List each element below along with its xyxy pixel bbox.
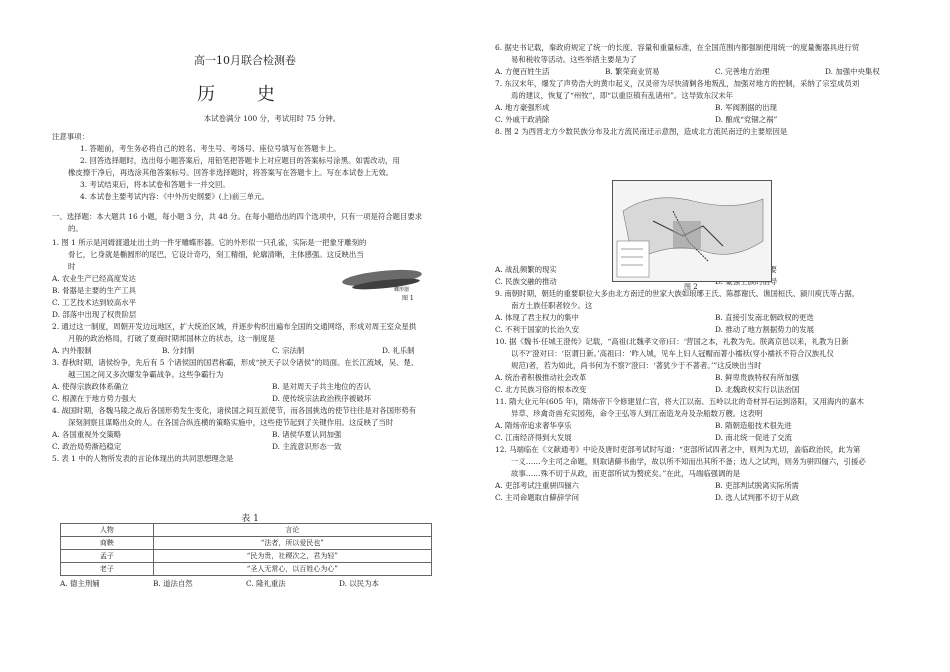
question-text: 12. 马端临在《文献通考》中论及唐时吏部考试时写道：“吏部所试四者之中，则判为尤切，盖临政治民，此为第 — [495, 445, 861, 454]
question-text: 异草、珍禽奇兽充实园苑，命令王弘等人到江南造龙舟及杂船数万艘。这表明 — [511, 409, 763, 418]
figure-1-caption: 图 1 — [402, 295, 414, 302]
question-text: 10. 据《魏书·任城王澄传》记载，“高祖(北魏孝文帝)曰：‘营国之本，礼教为先。朕离京邑以来，礼教为日新 — [495, 337, 849, 346]
option[interactable]: C. 北方民族习俗的根本改变 — [495, 385, 587, 394]
option[interactable]: A. 吏部考试注重骈四俪六 — [495, 481, 579, 490]
option[interactable]: C. 主司命题取自僻辞学问 — [495, 493, 579, 502]
option[interactable]: D. 南北统一促进了交流 — [715, 433, 792, 442]
notice-item: 1. 答题前，考生务必将自己的姓名、考生号、考场号、座位号填写在答题卡上。 — [80, 144, 341, 153]
option[interactable]: B. 吏部判试脱离实际所需 — [715, 481, 800, 490]
options-row — [495, 102, 935, 114]
options-row — [52, 393, 492, 405]
notice-item: 3. 考试结束后，将本试卷和答题卡一并交回。 — [80, 180, 230, 189]
question-text: 4. 战国时期，各魏马陵之战后各国形势发生变化，诸侯国之间互派使节，而各国挑选的使节往往是对各国形势有 — [52, 406, 417, 415]
section-intro-cont: 的。 — [68, 224, 83, 233]
table-row — [61, 563, 432, 576]
section-intro: 一、选择题：本大题共 16 小题，每小题 3 分，共 48 分。在每小题给出的四个选项中，只有一项是符合题目要求 — [52, 212, 423, 221]
option[interactable]: D. 酿成“党锢之祸” — [715, 115, 778, 124]
notice-item: 4. 本试卷主要考试内容：《中外历史纲要》(上)前三单元。 — [80, 192, 269, 201]
option[interactable]: C. 隆礼重法 — [246, 579, 286, 588]
option[interactable]: C. 政治局势渐趋稳定 — [52, 442, 122, 451]
exam-title: 高一10月联合检测卷 — [194, 54, 296, 67]
question-text: 2. 通过这一制度，周朝开发边远地区，扩大统治区域，并逐步构织出遍布全国的交通网络，形成对周王室众星拱 — [52, 322, 417, 331]
option[interactable]: C. 民族交融的推动 — [495, 277, 557, 286]
option[interactable]: C. 完善地方治理 — [715, 67, 770, 76]
option[interactable]: B. 隋朝造船技术很先进 — [715, 421, 792, 430]
table-cell: “法者，所以爱民也” — [153, 537, 431, 550]
option[interactable]: B. 鲜卑贵族特权有所加强 — [715, 373, 800, 382]
subject-title: 历 史 — [197, 84, 293, 105]
left-column — [52, 0, 492, 465]
option[interactable]: D. 选人试判都不切于从政 — [715, 493, 800, 502]
question-text: 11. 隋大业元年(605 年)，隋炀帝下令修建显仁宫，将大江以南、五岭以北的奇材异石运到洛阳，又用海内的嘉木 — [495, 397, 864, 406]
option[interactable]: A. 隋炀帝追求奢华享乐 — [495, 421, 572, 430]
table-header-quote: 言论 — [153, 524, 431, 537]
option[interactable]: B. 是对周天子共主地位的否认 — [272, 382, 371, 391]
options-row — [52, 381, 492, 393]
notice-item: 橡皮擦干净后，再选涂其他答案标号。回答非选择题时，将答案写在答题卡上。写在本试卷上无效。 — [68, 168, 394, 177]
figure-2-migration-map — [612, 180, 772, 282]
table-1 — [60, 523, 432, 576]
option[interactable]: D. 豪强士族的倡导 — [715, 277, 778, 286]
options-row — [495, 420, 935, 432]
table-header-person: 人物 — [61, 524, 154, 537]
option[interactable]: B. 诸侯华夏认同加强 — [272, 430, 342, 439]
question-text: 1. 图 1 所示是河姆渡遗址出土的一件牙雕蝶形器。它的外形似一只孔雀，实际是一把象牙雕刻的 — [52, 238, 367, 247]
question-text: 骨匕，匕身就是椭圆形的尾巴，它设计奇巧，刻工精细，轮廓清晰，主体感强。这反映出当 — [68, 250, 364, 259]
option[interactable]: A. 使得宗族政体系确立 — [52, 382, 129, 391]
options-row — [52, 441, 492, 453]
option[interactable]: D. 使传统宗法政治秩序被破坏 — [272, 394, 372, 403]
option[interactable]: D. 部落中出现了权贵阶层 — [52, 310, 137, 319]
option[interactable]: A. 地方豪强形成 — [495, 103, 550, 112]
question-text: 8. 图 2 为西晋北方少数民族分布及北方流民南迁示意图，造成北方流民南迁的主要原因是 — [495, 127, 788, 136]
option[interactable]: A. 体现了君主权力的集中 — [495, 313, 579, 322]
figure-1-inner-label: 蝶形器 — [394, 287, 410, 293]
question-text: 南方土族任职者较少。这 — [511, 301, 593, 310]
options-row — [495, 372, 935, 384]
options-row — [495, 312, 935, 324]
option[interactable]: D. 推动了地方割据势力的发展 — [715, 325, 815, 334]
notice-item: 2. 回答选择题时，选出每小题答案后，用铅笔把答题卡上对应题目的答案标号涂黑。如需改动，用 — [80, 156, 400, 165]
option[interactable]: B. 江南开发的需要 — [715, 265, 777, 274]
option[interactable]: B. 骨器是主要的生产工具 — [52, 286, 137, 295]
option[interactable]: A. 各国重视外交策略 — [52, 430, 122, 439]
question-text: 一义……今主司之命题，则取诸僻书曲学，故以所不知而出其所不备；选人之试判，则务为骈四俪六，引援必 — [511, 457, 866, 466]
table-cell: “圣人无常心，以百姓心为心” — [153, 563, 431, 576]
question-text: 越三国之间又多次爆发争霸战争。这些争霸行为 — [68, 370, 224, 379]
option[interactable]: D. 礼乐制 — [382, 346, 415, 355]
table-cell: 孟子 — [61, 550, 154, 563]
question-text: 故事……殊不切于从政，而吏部所试为赘疣矣。”在此，马端临强调的是 — [511, 469, 741, 478]
options-row — [495, 114, 935, 126]
question-text: 5. 表 1 中的人物所发表的言论体现出的共同思想理念是 — [52, 454, 234, 463]
question-text: 月般的政治格局，打破了夏商时期邦国林立的状态，这一制度是 — [68, 334, 275, 343]
question-5-options — [60, 578, 432, 589]
option[interactable]: C. 江南经济得到大发展 — [495, 433, 572, 442]
option[interactable]: A. 内外服制 — [52, 346, 92, 355]
option[interactable]: B. 繁荣商业贸易 — [605, 67, 660, 76]
figure-2-caption: 图 2 — [684, 283, 698, 291]
notice-title: 注意事项： — [52, 132, 89, 141]
options-row — [495, 432, 935, 444]
question-text: 深刻洞察且谋略出众的人。在各国合纵连横的策略实施中，这些使节起到了关键作用。这反映了当时 — [68, 418, 394, 427]
options-row — [495, 384, 935, 396]
question-text: 7. 东汉末年，爆发了声势浩大的黄巾起义，汉灵帝为尽快清剿各地叛乱，加强对地方的控制，采纳了宗室成员刘 — [495, 79, 860, 88]
option[interactable]: A. 统治者积极推动社会改革 — [495, 373, 587, 382]
question-text: 9. 南朝时期，朝廷的重要职位大多由北方南迁的世家大族如琅琊王氏、陈郡谢氏、谯国桓氏、颍川庾氏等占据， — [495, 289, 860, 298]
option[interactable]: B. 道法自然 — [153, 579, 193, 588]
option[interactable]: C. 根源在于地方势力强大 — [52, 394, 136, 403]
option[interactable]: D. 以民为本 — [339, 579, 379, 588]
table-header-row — [61, 524, 432, 537]
question-text: 规范)者，若为如此，尚书何为不察?’澄曰：‘著犹少于不著者。’”这反映出当时 — [511, 361, 762, 370]
exam-meta: 本试卷满分 100 分，考试用时 75 分钟。 — [203, 114, 341, 123]
question-text: 6. 据史书记载，秦政府规定了统一的长度、容量和重量标准，在全国范围内都强制使用统一的度量衡器具进行贸 — [495, 43, 860, 52]
options-row — [52, 345, 492, 357]
options-row — [495, 492, 935, 504]
table-row — [61, 550, 432, 563]
question-text: 焉的建议，恢复了“州牧”，即“以重臣镇有乱诸州”。这导致东汉末年 — [511, 91, 734, 100]
option[interactable]: D. 主流意识形态一致 — [272, 442, 342, 451]
option[interactable]: B. 直接引发南北朝政权的更迭 — [715, 313, 814, 322]
question-text: 以不?’澄对曰：‘臣谓日新。’高祖曰：‘昨入城，见车上妇人冠帽而著小襦袄(穿小襦袄不符合汉族礼仪 — [511, 349, 834, 358]
question-text: 3. 春秋时期，诸侯纷争，先后有 5 个诸侯国的国君称霸，形成“挟天子以令诸侯”的局面。在长江流域，吴、楚、 — [52, 358, 419, 367]
table-row — [61, 537, 432, 550]
table-cell: “民为贵，社稷次之，君为轻” — [153, 550, 431, 563]
table-cell: 商鞅 — [61, 537, 154, 550]
question-text: 易和税收等活动。这些举措主要是为了 — [511, 55, 637, 64]
option[interactable]: C. 外戚干政消除 — [495, 115, 550, 124]
question-text: 时 — [68, 262, 76, 271]
option[interactable]: A. 农业生产已经高度发达 — [52, 274, 136, 283]
option[interactable]: A. 德主刑辅 — [60, 579, 100, 588]
option[interactable]: B. 分封制 — [162, 346, 195, 355]
option[interactable]: B. 军阀割据的出现 — [715, 103, 777, 112]
options-row — [52, 429, 492, 441]
option[interactable]: D. 北魏政权实行以法治国 — [715, 385, 800, 394]
table-cell: 老子 — [61, 563, 154, 576]
option[interactable]: D. 加强中央集权 — [825, 67, 880, 76]
figure-1-ivory-carving — [336, 262, 428, 302]
option[interactable]: A. 方便百姓生活 — [495, 67, 550, 76]
option[interactable]: C. 不利于国家的长治久安 — [495, 325, 579, 334]
options-row — [495, 480, 935, 492]
options-row — [495, 324, 935, 336]
table-1-caption: 表 1 — [241, 514, 259, 524]
options-row — [495, 66, 935, 78]
option[interactable]: C. 工艺技术达到较高水平 — [52, 298, 136, 307]
option[interactable]: C. 宗法制 — [272, 346, 305, 355]
option[interactable]: A. 战乱频繁的现实 — [495, 265, 557, 274]
